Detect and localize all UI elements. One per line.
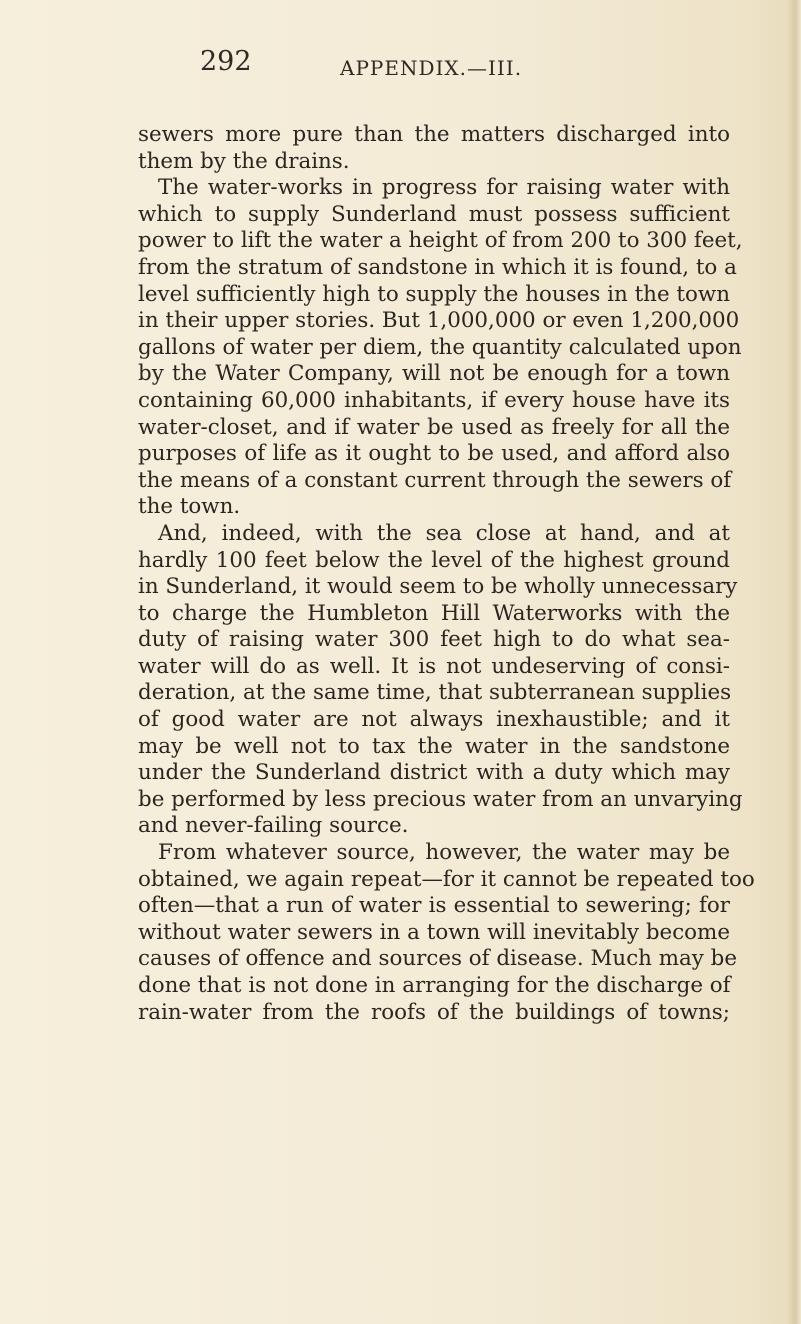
text-line: may be well not to tax the water in the sandstone (138, 733, 730, 759)
page-edge (787, 0, 801, 1324)
text-line: under the Sunderland district with a duty which may (138, 760, 730, 786)
text-line: them by the drains. (138, 148, 350, 174)
text-line: rain-water from the roofs of the buildings of towns; (138, 999, 730, 1025)
text-line: containing 60,000 inhabitants, if every house have its (138, 387, 730, 413)
text-line: gallons of water per diem, the quantity calculated upon (138, 334, 742, 360)
text-line: the means of a constant current through the sewers of (138, 467, 732, 493)
page-number: 292 (200, 46, 252, 77)
text-line: to charge the Humbleton Hill Waterworks with the (138, 600, 730, 626)
text-line: without water sewers in a town will inevitably become (138, 919, 730, 945)
text-line: hardly 100 feet below the level of the highest ground (138, 547, 730, 573)
body-text (138, 122, 755, 1026)
text-line: deration, at the same time, that subterranean supplies (138, 680, 732, 706)
text-line: The water-works in progress for raising water with (158, 175, 730, 201)
text-line: be performed by less precious water from an unvarying (138, 786, 743, 812)
text-line: from the stratum of sandstone in which it is found, to a (138, 254, 737, 280)
text-line: the town. (138, 494, 241, 520)
text-line: causes of offence and sources of disease. Much may be (138, 946, 738, 972)
text-line: From whatever source, however, the water may be (158, 840, 730, 866)
text-line: purposes of life as it ought to be used, and afford also (138, 441, 730, 467)
text-line: which to supply Sunderland must possess sufficient (138, 201, 730, 227)
text-line: sewers more pure than the matters discharged into (138, 122, 730, 147)
text-line: power to lift the water a height of from 200 to 300 feet, (138, 228, 743, 254)
text-line: often—that a run of water is essential to sewering; for (138, 893, 730, 919)
text-line: in their upper stories. But 1,000,000 or even 1,200,000 (138, 308, 740, 334)
text-line: water will do as well. It is not undeserving of consi- (138, 653, 730, 679)
text-line: level sufficiently high to supply the houses in the town (138, 281, 730, 307)
text-line: duty of raising water 300 feet high to do what sea- (138, 627, 730, 653)
text-line: by the Water Company, will not be enough for a town (138, 361, 730, 387)
text-line: water-closet, and if water be used as freely for all the (138, 414, 730, 440)
running-title: APPENDIX.—III. (340, 56, 523, 80)
text-line: and never-failing source. (138, 813, 409, 839)
text-line: of good water are not always inexhaustible; and it (138, 707, 730, 733)
text-line: obtained, we again repeat—for it cannot be repeated too (138, 866, 755, 892)
text-line: in Sunderland, it would seem to be wholly unnecessary (138, 574, 738, 600)
text-line: done that is not done in arranging for the discharge of (138, 973, 731, 998)
text-line: And, indeed, with the sea close at hand, and at (158, 520, 730, 546)
